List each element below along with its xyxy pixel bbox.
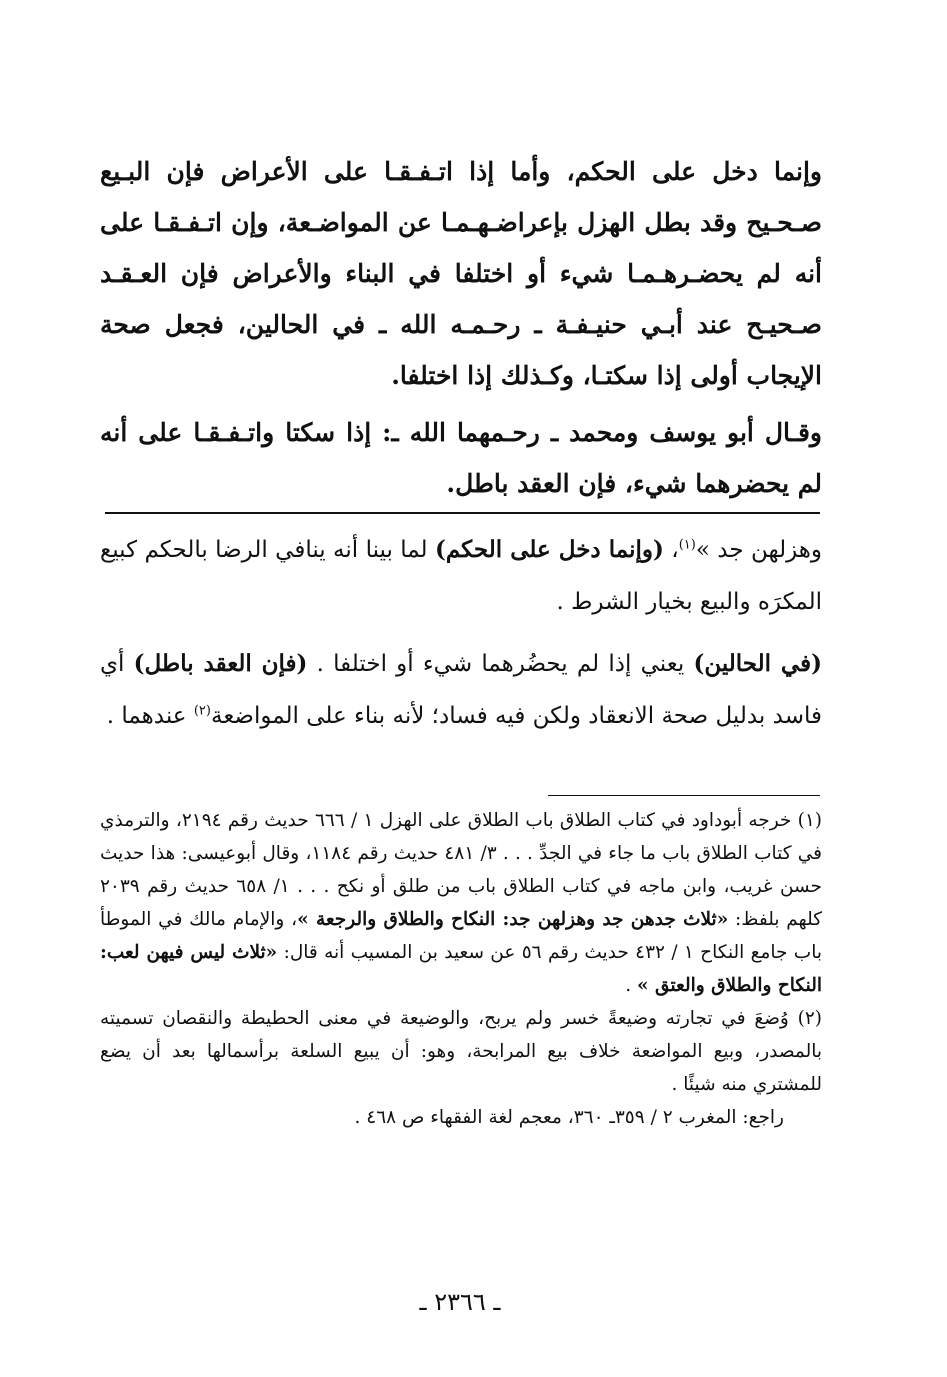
commentary-text: أي فاسد بدليل صحة الانعقاد ولكن فيه فساد؛ لأنه بناء على المواضعة [100,651,822,729]
footnote-marker-1: (١) [678,537,696,553]
commentary-quote: (في الحالين) [693,650,822,677]
footnotes [100,804,822,1134]
footnote-number: (٢) [797,1008,822,1029]
footnote-marker-2: (٢) [193,703,211,719]
footnote-text: خرجه أبوداود في كتاب الطلاق باب الطلاق على الهزل ١ / ٦٦٦ حديث رقم ٢١٩٤، والترمذي في كتاب الطلاق باب ما جاء في الجدِّ . . . ٣/ ٤٨١ حديث رقم ١١٨٤، وقال أبوعيسى: هذا حديث حسن غريب، وابن ماجه في كتاب الطلاق باب من طلق أو نكح . . . ١/ ٦٥٨ حديث رقم ٢٠٣٩ كلهم بلفظ: [100,810,823,930]
commentary [100,524,822,742]
footnote-divider [548,795,820,796]
hadith-quote: «ثلاث ليس فيهن لعب: النكاح والطلاق والعتق » [100,942,822,996]
footnote-2-reference: راجع: المغرب ٢ / ٣٥٩ـ ٣٦٠، معجم لغة الفقهاء ص ٤٦٨ . [354,1107,784,1128]
footnote-text: ، والإمام مالك في الموطأ باب جامع النكاح ١ / ٤٣٢ حديث رقم ٥٦ عن سعيد بن المسيب أنه قال: [100,909,823,963]
commentary-quote: (فإن العقد باطل) [133,650,308,677]
commentary-text: يعني إذا لم يحضُرهما شيء أو اختلفا . [307,651,694,677]
commentary-paragraph-1 [100,524,822,628]
main-text-paragraph-1: وإنما دخل على الحكم، وأما إذا اتـفـقـا على الأعراض فإن البـيع صـحـيح وقد بطل الهزل بإعراضـهـمـا عن المواضـعة، وإن اتـفـقـا على أنه لم يحضـرهـمـا شيء أو اختلفا في البناء والأعراض فإن العـقـد صـحيـح عند أبـي حنيـفـة ـ رحـمـه الله ـ في الحالين، فجعل صحة الإيجاب أولى إذا سكتـا، وكـذلك إذا اختلفا. [100,157,822,390]
hadith-quote: «ثلاث جدهن جد وهزلهن جد: النكاح والطلاق والرجعة » [297,909,729,930]
main-text [100,146,822,509]
commentary-paragraph-2 [100,638,822,742]
footnote-2 [100,1002,822,1101]
footnote-text: وُضعَ في تجارته وضيعةً خسر ولم يربح، والوضيعة في معنى الحطيطة والنقصان تسميته بالمصدر، وبيع المواضعة خلاف بيع المرابحة، وهو: أن يبيع السلعة برأسمالها بعد أن يضع للمشتري منه شيئًا . [100,1008,822,1095]
footnote-number: (١) [797,810,822,831]
main-text-paragraph-2: وقـال أبو يوسف ومحمد ـ رحـمهما الله ـ: إذا سكتا واتـفـقـا على أنه لم يحضرهما شيء، فإن العقد باطل. [100,418,822,498]
commentary-text: ، [663,537,679,563]
commentary-text: عندهما . [106,703,194,729]
commentary-text: وهزلهن جد » [695,537,823,563]
page-number: ـ ٢٣٦٦ ـ [419,1288,501,1316]
commentary-text: لما بينا أنه ينافي الرضا بالحكم كبيع المكرَه والبيع بخيار الشرط . [100,537,822,615]
footnote-1 [100,804,822,1002]
commentary-quote: (وإنما دخل على الحكم) [434,536,664,563]
main-text-divider [105,512,820,514]
footnote-text: . [625,975,638,996]
